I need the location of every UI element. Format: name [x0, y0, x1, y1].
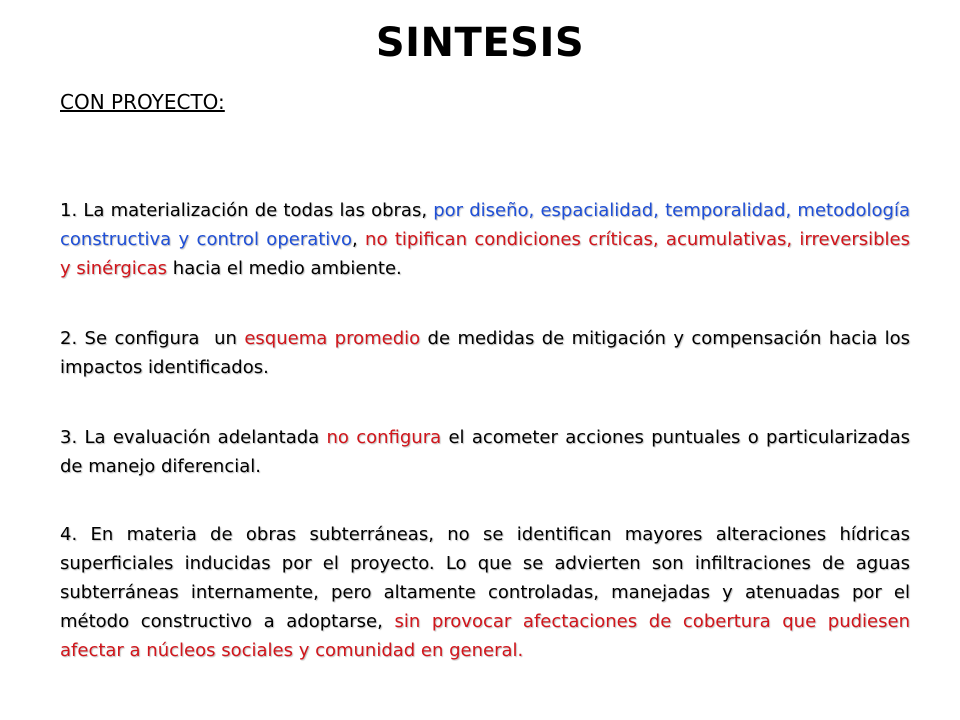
- point-1-text-b: ,: [351, 229, 366, 250]
- point-2: [60, 324, 910, 382]
- point-3-text-a: 3. La evaluación adelantada: [60, 427, 327, 448]
- point-2-highlight-red: esquema promedio: [244, 328, 421, 349]
- point-3-text-b: el acometer acciones puntuales o particularizadas de manejo diferencial.: [60, 427, 910, 477]
- point-1-text-a: 1. La materialización de todas las obras,: [60, 200, 434, 221]
- point-1-highlight-blue: por diseño, espacialidad, temporalidad, metodología constructiva y control operativo: [60, 200, 910, 250]
- point-1-highlight-red: no tipifican condiciones críticas, acumulativas, irreversibles y sinérgicas: [60, 229, 910, 279]
- point-3: [60, 423, 910, 481]
- point-4-highlight-red: sin provocar afectaciones de cobertura que pudiesen afectar a núcleos sociales y comunidad en general.: [60, 611, 910, 661]
- section-subtitle: CON PROYECTO:: [60, 90, 225, 114]
- point-2-text-a: 2. Se configura un: [60, 328, 245, 349]
- point-1-text-c: hacia el medio ambiente.: [167, 258, 402, 279]
- point-2-text-b: de medidas de mitigación y compensación hacia los impactos identificados.: [60, 328, 911, 378]
- point-4-text-a: 4. En materia de obras subterráneas, no se identifican mayores alteraciones hídricas superficiales inducidas por el proyecto. Lo que se advierten son infiltraciones de aguas subterráneas internamente, pero altamente controladas, manejadas y atenuadas por el método constructivo a adoptarse,: [60, 524, 910, 632]
- point-3-highlight-red: no configura: [326, 427, 442, 448]
- point-4: [60, 520, 910, 665]
- point-1: [60, 196, 910, 283]
- slide-title: SINTESIS: [375, 20, 585, 66]
